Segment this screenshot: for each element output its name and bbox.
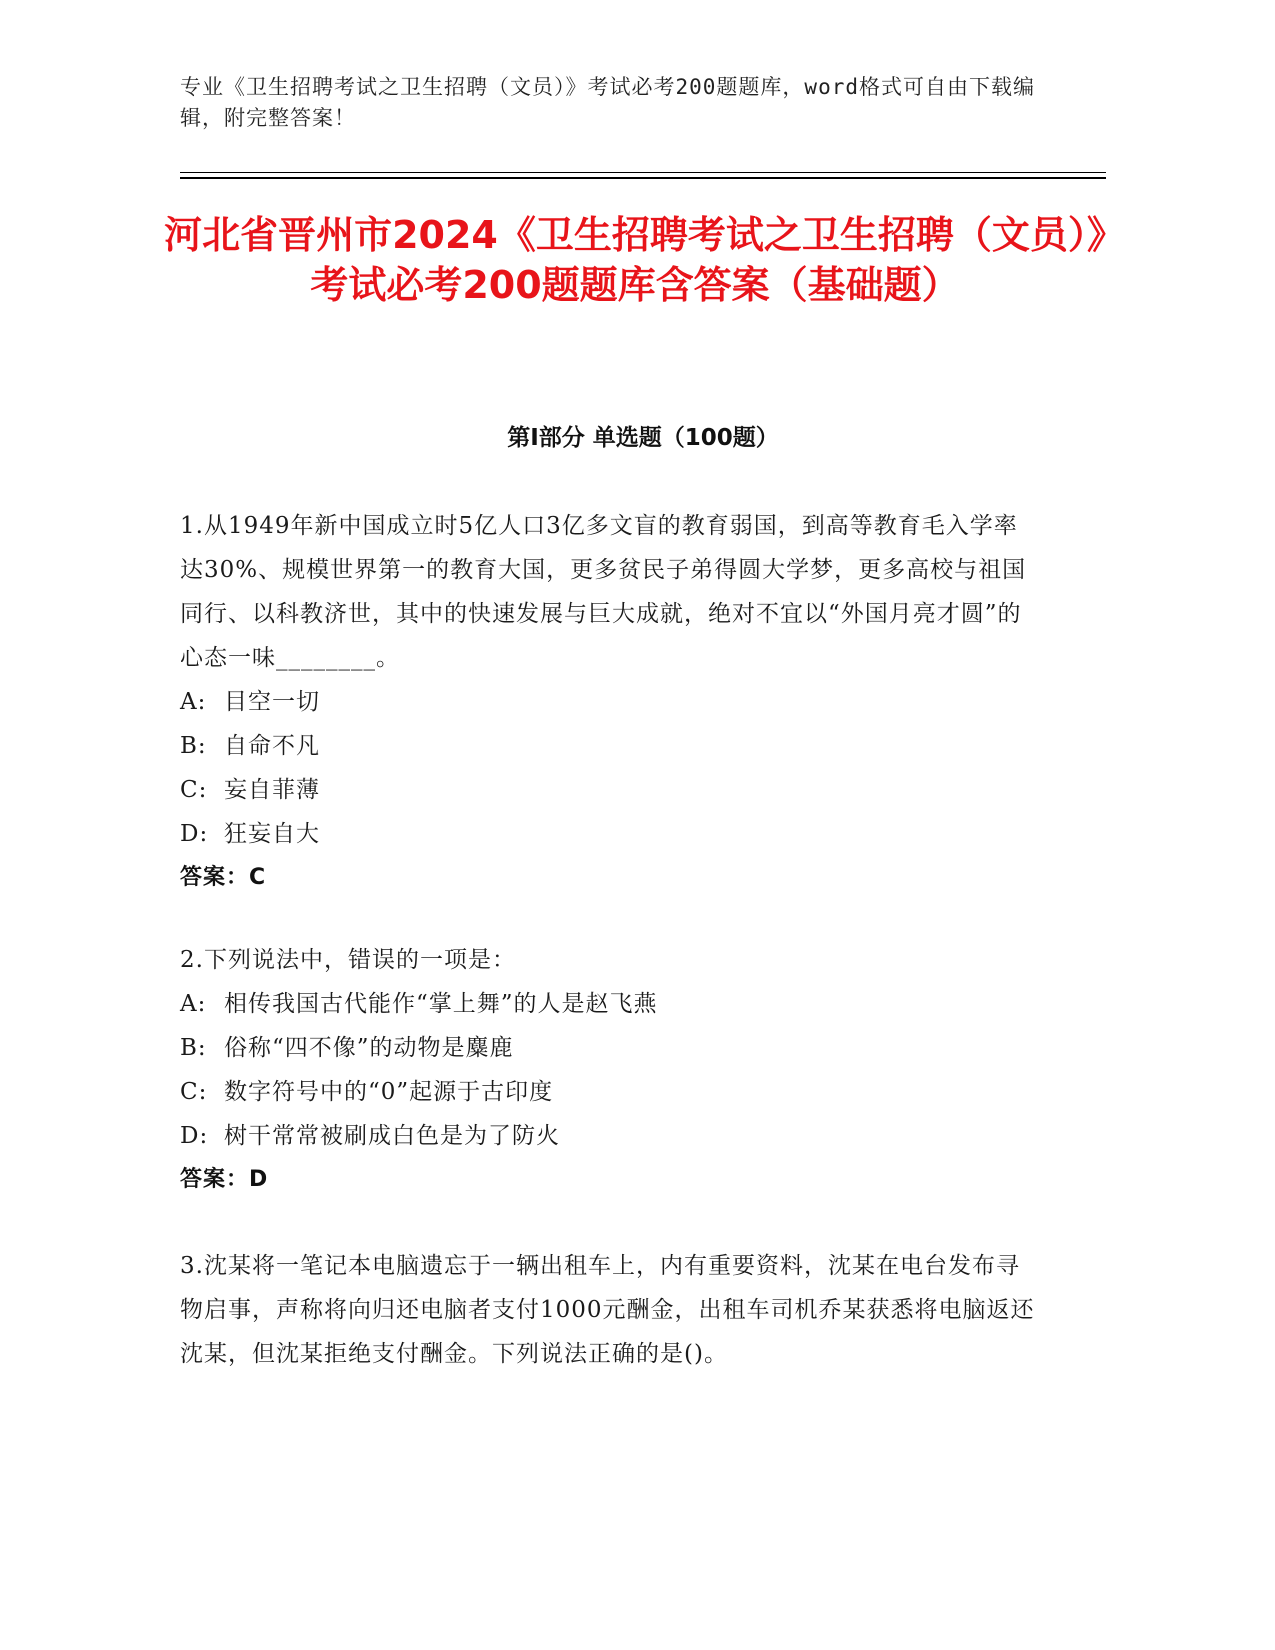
- option-letter: C:: [180, 1079, 208, 1105]
- option-c: [180, 1070, 1040, 1114]
- document-title: 河北省晋州市2024《卫生招聘考试之卫生招聘（文员）》考试必考200题题库含答案（基础题）: [164, 213, 1106, 307]
- option-text: 目空一切: [224, 689, 320, 715]
- section-heading: 第Ⅰ部分 单选题（100题）: [507, 425, 779, 451]
- header-divider-bottom: [180, 177, 1106, 179]
- option-text: 俗称“四不像”的动物是麋鹿: [224, 1035, 514, 1061]
- option-a: [180, 680, 1040, 724]
- header-note: 专业《卫生招聘考试之卫生招聘（文员）》考试必考200题题库，word格式可自由下载编辑，附完整答案！: [180, 75, 1035, 130]
- option-c: [180, 768, 1040, 812]
- option-text: 数字符号中的“0”起源于古印度: [224, 1079, 554, 1105]
- option-b: [180, 724, 1040, 768]
- question-2: [180, 938, 1040, 1202]
- question-3: [180, 1244, 1040, 1376]
- option-text: 妄自菲薄: [224, 777, 320, 803]
- question-1: [180, 504, 1040, 900]
- option-d: [180, 1114, 1040, 1158]
- option-text: 狂妄自大: [224, 821, 320, 847]
- option-text: 相传我国古代能作“掌上舞”的人是赵飞燕: [224, 991, 658, 1017]
- option-text: 树干常常被刷成白色是为了防火: [224, 1123, 560, 1149]
- option-a: [180, 982, 1040, 1026]
- answer: 答案：C: [180, 865, 267, 890]
- option-letter: B:: [180, 733, 207, 759]
- header-divider-top: [180, 172, 1106, 173]
- option-letter: D:: [180, 821, 209, 847]
- question-stem: 2.下列说法中，错误的一项是：: [180, 947, 516, 973]
- option-letter: D:: [180, 1123, 209, 1149]
- option-letter: B:: [180, 1035, 207, 1061]
- question-stem: 1.从1949年新中国成立时5亿人口3亿多文盲的教育弱国，到高等教育毛入学率达30%、规模世界第一的教育大国，更多贫民子弟得圆大学梦，更多高校与祖国同行、以科教济世，其中的快速发展与巨大成就，绝对不宜以“外国月亮才圆”的心态一味________。: [180, 513, 1027, 671]
- option-b: [180, 1026, 1040, 1070]
- question-stem: 3.沈某将一笔记本电脑遗忘于一辆出租车上，内有重要资料，沈某在电台发布寻物启事，声称将向归还电脑者支付1000元酬金，出租车司机乔某获悉将电脑返还沈某，但沈某拒绝支付酬金。下列说法正确的是()。: [180, 1253, 1035, 1367]
- option-letter: C:: [180, 777, 208, 803]
- option-letter: A:: [180, 991, 207, 1017]
- option-d: [180, 812, 1040, 856]
- answer: 答案：D: [180, 1167, 269, 1192]
- option-letter: A:: [180, 689, 207, 715]
- option-text: 自命不凡: [224, 733, 320, 759]
